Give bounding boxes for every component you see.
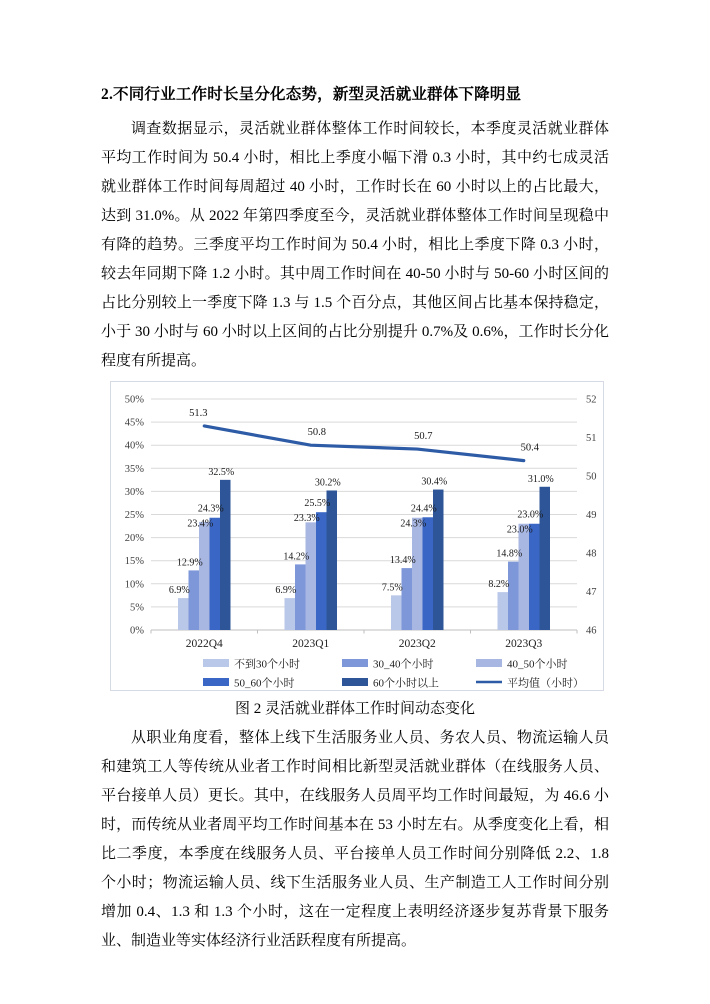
svg-text:50.8: 50.8 [307, 427, 326, 439]
legend-swatch-50_60个小时 [203, 678, 229, 686]
chart-legend [203, 657, 584, 690]
svg-text:24.4%: 24.4% [410, 503, 437, 515]
bar-60个小时以上-2023Q3 [540, 487, 551, 630]
svg-text:50%: 50% [124, 394, 144, 406]
bar-40_50个小时-2022Q4 [199, 522, 210, 630]
svg-text:35%: 35% [124, 463, 144, 475]
work-time-chart [110, 381, 604, 691]
x-axis [151, 630, 577, 650]
svg-text:30%: 30% [124, 486, 144, 498]
bar-60个小时以上-2022Q4 [220, 480, 231, 630]
bar-40_50个小时-2023Q3 [519, 524, 530, 630]
svg-text:8.2%: 8.2% [488, 579, 510, 591]
category-label: 2023Q3 [505, 638, 543, 650]
svg-text:30.2%: 30.2% [314, 477, 341, 489]
legend-label: 50_60个小时 [234, 677, 295, 690]
svg-text:0%: 0% [130, 625, 144, 637]
svg-text:40%: 40% [124, 440, 144, 452]
bar-不到30个小时-2022Q4 [178, 598, 189, 630]
svg-text:10%: 10% [124, 579, 144, 591]
svg-text:24.3%: 24.3% [197, 503, 224, 515]
work-time-chart-svg [111, 382, 603, 690]
legend-label: 平均值（小时） [507, 677, 584, 690]
bar-30_40个小时-2023Q1 [295, 564, 306, 630]
svg-text:45%: 45% [124, 417, 144, 429]
svg-text:52: 52 [586, 394, 597, 406]
section-heading: 2.不同行业工作时长呈分化态势，新型灵活就业群体下降明显 [101, 86, 522, 103]
svg-text:14.2%: 14.2% [283, 551, 310, 563]
bar-30_40个小时-2022Q4 [189, 570, 200, 630]
svg-text:49: 49 [586, 510, 597, 521]
svg-text:30.4%: 30.4% [421, 476, 448, 488]
legend-swatch-60个小时以上 [342, 678, 368, 686]
figure-caption: 图 2 灵活就业群体工作时间动态变化 [234, 701, 475, 717]
svg-text:20%: 20% [124, 533, 144, 545]
svg-text:23.0%: 23.0% [517, 509, 544, 521]
svg-text:24.3%: 24.3% [400, 518, 427, 530]
average-line-series [189, 408, 540, 461]
bar-40_50个小时-2023Q2 [412, 518, 423, 630]
svg-text:31.0%: 31.0% [527, 473, 554, 485]
bar-30_40个小时-2023Q2 [402, 568, 413, 630]
bar-50_60个小时-2023Q1 [316, 512, 327, 630]
bar-60个小时以上-2023Q1 [327, 490, 338, 630]
svg-text:51.3: 51.3 [189, 407, 208, 419]
bar-40_50个小时-2023Q1 [306, 522, 317, 630]
bar-不到30个小时-2023Q3 [498, 592, 509, 630]
category-label: 2022Q4 [185, 638, 223, 650]
svg-text:15%: 15% [124, 556, 144, 568]
page-content [101, 84, 609, 956]
legend-swatch-不到30个小时 [203, 659, 229, 667]
legend-label: 40_50个小时 [507, 658, 568, 671]
figure [110, 381, 609, 691]
svg-text:50.4: 50.4 [520, 442, 539, 454]
svg-text:51: 51 [586, 433, 597, 444]
bar-50_60个小时-2023Q3 [529, 524, 540, 630]
svg-text:48: 48 [586, 548, 597, 560]
svg-text:25%: 25% [124, 510, 144, 521]
svg-text:46: 46 [586, 625, 597, 637]
category-label: 2023Q1 [292, 638, 330, 650]
bar-50_60个小时-2023Q2 [423, 517, 434, 630]
svg-text:50.7: 50.7 [414, 431, 433, 443]
bar-不到30个小时-2023Q2 [391, 595, 402, 630]
svg-text:14.8%: 14.8% [496, 548, 523, 560]
svg-text:6.9%: 6.9% [275, 585, 297, 597]
svg-text:32.5%: 32.5% [208, 466, 235, 478]
category-label: 2023Q2 [398, 638, 436, 650]
svg-text:47: 47 [586, 587, 597, 598]
svg-text:23.4%: 23.4% [187, 518, 214, 530]
svg-text:25.5%: 25.5% [304, 498, 331, 510]
legend-label: 60个小时以上 [373, 677, 439, 690]
svg-text:7.5%: 7.5% [381, 582, 403, 594]
svg-text:12.9%: 12.9% [176, 557, 203, 569]
legend-label: 不到30个小时 [234, 658, 300, 671]
svg-text:23.0%: 23.0% [506, 524, 533, 536]
bar-30_40个小时-2023Q3 [508, 562, 519, 630]
svg-text:5%: 5% [130, 602, 144, 614]
legend-swatch-40_50个小时 [476, 659, 502, 667]
svg-text:6.9%: 6.9% [168, 585, 190, 597]
body-paragraph-1: 调查数据显示，灵活就业群体整体工作时间较长，本季度灵活就业群体平均工作时间为 50.4 小时，相比上季度小幅下滑 0.3 小时，其中约七成灵活就业群体工作时间每周超过 40 小时，工作时长在 60 小时以上的占比最大，达到 31.0%。从 2022 年第四季度至今，灵活就业群体整体工作时间呈现稳中有降的趋势。三季度平均工作时间为 50.4 小时，相比上季度下降 0.3 小时，较去年同期下降 1.2 小时。其中周工作时间在 40-50 小时与 50-60 小时区间的占比分别较上一季度下降 1.3 与 1.5 个百分点，其他区间占比基本保持稳定，小于 30 小时与 60 小时以上区间的占比分别提升 0.7%及 0.6%，工作时长分化程度有所提高。 [101, 121, 609, 369]
body-paragraph-2: 从职业角度看，整体上线下生活服务业人员、务农人员、物流运输人员和建筑工人等传统从业者工作时间相比新型灵活就业群体（在线服务人员、平台接单人员）更长。其中，在线服务人员周平均工作时间最短，为 46.6 小时，而传统从业者周平均工作时间基本在 53 小时左右。从季度变化上看，相比二季度，本季度在线服务人员、平台接单人员工作时间分别降低 2.2、1.8 个小时；物流运输人员、线下生活服务业人员、生产制造工人工作时间分别增加 0.4、1.3 和 1.3 个小时，这在一定程度上表明经济逐步复苏背景下服务业、制造业等实体经济行业活跃程度有所提高。 [101, 730, 609, 949]
bar-50_60个小时-2022Q4 [210, 518, 221, 630]
svg-text:50: 50 [586, 471, 597, 483]
svg-text:23.3%: 23.3% [293, 513, 320, 525]
bar-不到30个小时-2023Q1 [285, 598, 296, 630]
bar-series [178, 480, 550, 630]
svg-text:13.4%: 13.4% [389, 555, 416, 567]
legend-label: 30_40个小时 [373, 658, 434, 671]
legend-swatch-30_40个小时 [342, 659, 368, 667]
